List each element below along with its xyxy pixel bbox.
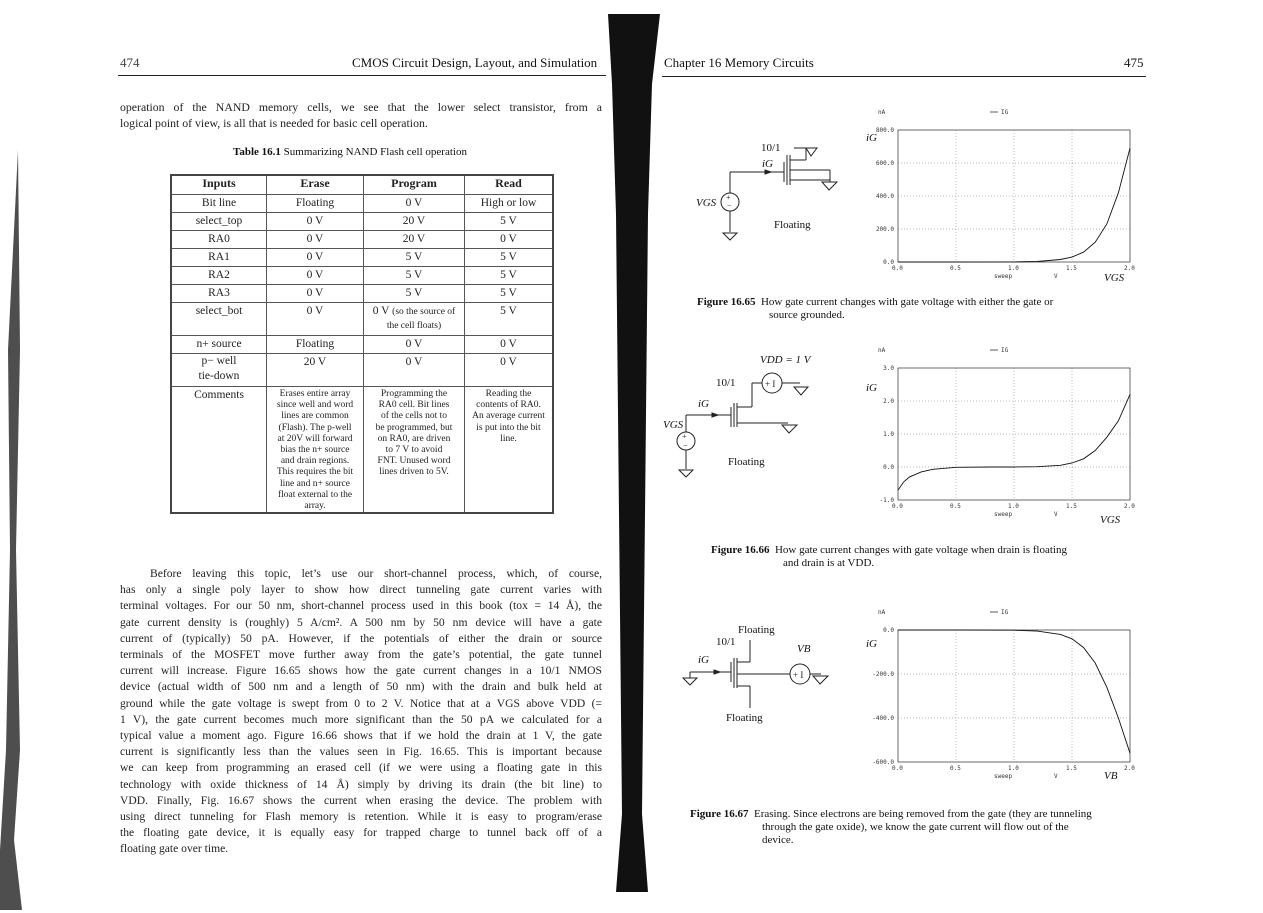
text-line: floating gate over time.: [120, 842, 229, 856]
plot-unit-label: nA: [878, 109, 886, 116]
table-cell: 0 V: [465, 336, 554, 354]
comment-line: This requires the bit: [276, 467, 354, 478]
comment-line: contents of RA0.: [476, 400, 541, 411]
x-tick-label: 2.0: [1124, 265, 1135, 272]
table-cell: select_top: [171, 213, 267, 231]
text-line: operation of the NAND memory cells, we see that the lower select transistor, from a: [120, 100, 602, 114]
comment-line: An average current: [472, 411, 545, 422]
fig66-x-axis-label: VGS: [1100, 514, 1121, 526]
table-cell-line: p− well: [201, 355, 237, 367]
fig66-caption: [711, 544, 1131, 570]
table-caption-text: Summarizing NAND Flash cell operation: [283, 146, 467, 158]
y-tick-label: 200.0: [875, 226, 894, 233]
table-cell: 5 V: [364, 249, 465, 267]
text-line: gate current density is (roughly) 5 A/cm². A 500 nm by 50 nm device will have a gate: [120, 615, 602, 629]
y-tick-label: 3.0: [883, 365, 894, 372]
fig67-ratio-label: 10/1: [716, 636, 736, 648]
fig65-caption-line: source grounded.: [769, 309, 845, 321]
legend-entry: IG: [1001, 109, 1009, 116]
fig67-caption-line: through the gate oxide), we know the gate current will flow out of the: [762, 821, 1069, 833]
comment-cell-erase: [267, 387, 364, 514]
table-cell: 5 V: [465, 285, 554, 303]
table-row: [171, 267, 553, 285]
x-axis-title: sweep: [994, 511, 1013, 518]
fig65-ratio-label: 10/1: [761, 142, 781, 154]
fig65-x-axis-label: VGS: [1104, 272, 1125, 284]
nand-flash-table: [170, 174, 554, 514]
comment-line: lines driven to 5V.: [379, 467, 449, 478]
table-cell: select_bot: [171, 303, 267, 336]
fig67-x-axis-label: VB: [1104, 770, 1118, 782]
x-tick-label: 1.5: [1066, 765, 1077, 772]
svg-text:+: +: [726, 193, 731, 202]
table-cell: High or low: [465, 195, 554, 213]
table-cell: 0 V: [364, 195, 465, 213]
table-cell: 0 V: [267, 285, 364, 303]
x-tick-label: 0.5: [950, 765, 961, 772]
comment-line: RA0 cell. Bit lines: [378, 400, 450, 411]
table-cell: 0 V: [267, 213, 364, 231]
text-line: using direct tunneling for Flash memory is retention. While it is easy to program/erase: [120, 810, 602, 824]
y-tick-label: -200.0: [872, 671, 894, 678]
table-row: [171, 303, 553, 336]
fig65-source-label: VGS: [696, 197, 717, 209]
fig67-current-label: iG: [698, 654, 709, 666]
table-cell-note: (so the source of the cell floats): [386, 307, 456, 331]
text-line: current will increase. Figure 16.65 shows how the gate current changes in a 10/1 NMOS: [120, 664, 602, 678]
fig67-circuit: [676, 630, 836, 720]
fig67-caption-line: device.: [762, 834, 794, 846]
text-line: ground while the gate voltage is swept from 0 to 2 V. Notice that at a VGS above VDD (=: [120, 696, 602, 710]
text-line: typical value a moment ago. Figure 16.66 shows that if we hold the drain at 1 V, the gate: [120, 729, 602, 743]
text-line: current of (typically) 50 pA. However, if the potentials of either the drain or source: [120, 631, 602, 645]
fig66-ratio-label: 10/1: [716, 377, 736, 389]
svg-text:−: −: [683, 441, 688, 450]
body-paragraph: [120, 566, 602, 858]
fig66-caption-line: and drain is at VDD.: [783, 557, 875, 569]
text-line: device (actual width of 500 nm and a length of 50 nm) with the drain and bulk held at: [120, 680, 602, 694]
x-tick-label: 0.0: [892, 503, 903, 510]
comment-line: since well and word: [276, 400, 354, 411]
x-axis-unit: V: [1054, 773, 1058, 780]
x-tick-label: 2.0: [1124, 765, 1135, 772]
text-line: logical point of view, is all that is needed for basic cell operation.: [120, 116, 428, 131]
svg-text:+ I: + I: [765, 379, 776, 389]
text-line: terminal voltages. For our 50 nm, short-channel process used in this book (tox = 14 Å), the: [120, 599, 602, 613]
table-cell: RA3: [171, 285, 267, 303]
table-row: [171, 213, 553, 231]
right-running-head: Chapter 16 Memory Circuits: [664, 55, 814, 70]
table-cell: RA2: [171, 267, 267, 285]
comment-line: lines are common: [281, 411, 349, 422]
table-cell: 20 V: [267, 354, 364, 387]
table-cell: Comments: [171, 387, 267, 514]
table-cell: RA1: [171, 249, 267, 267]
comment-line: Erases entire array: [279, 389, 351, 399]
y-tick-label: 0.0: [883, 259, 894, 266]
table-cell: [171, 354, 267, 387]
y-tick-label: 400.0: [875, 193, 894, 200]
x-tick-label: 1.0: [1008, 265, 1019, 272]
x-axis-unit: V: [1054, 511, 1058, 518]
text-line: the floating gate device, it is equally easy for trapped charge to tunnel back off of a: [120, 826, 602, 840]
fig66-y-axis-label: iG: [866, 382, 877, 394]
fig67-floating-bottom-label: Floating: [726, 712, 763, 724]
fig66-supply-label: VDD = 1 V: [760, 354, 811, 366]
fig67-caption-label: Figure 16.67: [690, 808, 749, 820]
right-header-rule: [662, 76, 1146, 77]
table-row: [171, 195, 553, 213]
table-row: [171, 387, 553, 514]
y-tick-label: 0.0: [883, 627, 894, 634]
text-line: VDD. Finally, Fig. 16.67 shows the current when erasing the device. The problem with: [120, 793, 602, 807]
table-cell: 5 V: [465, 267, 554, 285]
y-tick-label: 1.0: [883, 431, 894, 438]
table-row: [171, 249, 553, 267]
comment-line: and drain regions.: [280, 456, 350, 467]
book-spine-shadow: [608, 14, 660, 892]
table-header: Read: [465, 175, 554, 195]
table-row: [171, 336, 553, 354]
table-row: [171, 231, 553, 249]
comment-line: float external to the: [277, 489, 353, 500]
x-tick-label: 0.0: [892, 265, 903, 272]
fig66-floating-label: Floating: [728, 456, 765, 468]
x-tick-label: 1.0: [1008, 765, 1019, 772]
y-tick-label: 600.0: [875, 160, 894, 167]
x-tick-label: 1.0: [1008, 503, 1019, 510]
fig67-floating-top-label: Floating: [738, 624, 775, 636]
y-tick-label: -400.0: [872, 715, 894, 722]
y-tick-label: -1.0: [879, 497, 894, 504]
comment-line: Reading the: [485, 389, 532, 399]
svg-text:+ I: + I: [793, 670, 804, 680]
fig67-caption-line: Erasing. Since electrons are being removed from the gate (they are tunneling: [753, 808, 1092, 820]
x-tick-label: 0.0: [892, 765, 903, 772]
left-header-rule: [118, 75, 606, 76]
table-cell: 5 V: [364, 267, 465, 285]
left-running-head: CMOS Circuit Design, Layout, and Simulation: [352, 55, 598, 70]
intro-paragraph: [120, 99, 602, 131]
table-cell: RA0: [171, 231, 267, 249]
x-axis-title: sweep: [994, 273, 1013, 280]
fig66-caption-line: How gate current changes with gate voltage when drain is floating: [774, 544, 1067, 556]
fig66-current-label: iG: [698, 398, 709, 410]
table-cell: 0 V: [364, 354, 465, 387]
fig67-caption: [690, 808, 1140, 847]
x-tick-label: 0.5: [950, 265, 961, 272]
x-tick-label: 1.5: [1066, 265, 1077, 272]
table-cell: [364, 303, 465, 336]
table-cell: 0 V: [364, 336, 465, 354]
comment-line: line and n+ source: [280, 478, 350, 489]
x-tick-label: 1.5: [1066, 503, 1077, 510]
table-caption: [233, 146, 467, 159]
fig65-plot: [860, 104, 1140, 289]
fig65-caption-label: Figure 16.65: [697, 296, 756, 308]
comment-line: at 20V will forward: [277, 433, 353, 444]
fig65-caption: [697, 296, 1137, 322]
fig65-caption-line: How gate current changes with gate voltage with either the gate or: [760, 296, 1054, 308]
fig67-y-axis-label: iG: [866, 638, 877, 650]
table-row: [171, 285, 553, 303]
y-tick-label: 800.0: [875, 127, 894, 134]
right-page-number: 475: [1124, 55, 1144, 70]
fig66-plot: [860, 342, 1140, 527]
comment-cell-read: [465, 387, 554, 514]
series-line-ig: [898, 394, 1130, 490]
text-line: has only a single poly layer to show how direct tunneling gate current varies with: [120, 583, 602, 597]
comment-cell-program: [364, 387, 465, 514]
table-cell: Bit line: [171, 195, 267, 213]
plot-unit-label: nA: [878, 609, 886, 616]
comment-line: is put into the bit: [476, 422, 541, 433]
text-line: technology with oxide thickness of 14 Å) simply by driving its drain (the bit line) to: [120, 777, 602, 791]
table-cell: 20 V: [364, 231, 465, 249]
fig67-source-label: VB: [797, 643, 811, 655]
page-edge-shadow: [0, 150, 22, 910]
text-line: Before leaving this topic, let’s use our short-channel process, which, of course,: [150, 567, 602, 580]
table-cell: 0 V: [267, 303, 364, 336]
fig65-y-axis-label: iG: [866, 132, 877, 144]
left-page-number: 474: [120, 55, 140, 70]
legend-entry: IG: [1001, 347, 1009, 354]
table-cell: 5 V: [465, 213, 554, 231]
text-line: 1 V), the gate current becomes much more significant than the 50 pA we calculated for a: [120, 712, 602, 726]
table-cell: n+ source: [171, 336, 267, 354]
fig65-current-label: iG: [762, 158, 773, 170]
table-cell: 0 V: [465, 354, 554, 387]
legend-entry: IG: [1001, 609, 1009, 616]
comment-line: of the cells not to: [381, 411, 447, 422]
text-line: we can keep from programming an erased cell (if we were using a floating gate in this: [120, 761, 602, 775]
comment-line: (Flash). The p-well: [278, 422, 352, 433]
comment-line: to 7 V to avoid: [385, 445, 443, 456]
table-cell: 0 V: [267, 267, 364, 285]
table-header-row: [171, 175, 553, 195]
table-cell: Floating: [267, 195, 364, 213]
table-cell-line: tie-down: [198, 370, 240, 382]
comment-line: line.: [500, 433, 517, 444]
x-axis-unit: V: [1054, 273, 1058, 280]
table-caption-label: Table 16.1: [233, 146, 281, 158]
comment-line: bias the n+ source: [280, 445, 350, 456]
comment-line: array.: [304, 501, 326, 512]
y-tick-label: 2.0: [883, 398, 894, 405]
table-cell: 5 V: [465, 249, 554, 267]
table-cell: 0 V: [267, 249, 364, 267]
text-line: terminals of the MOSFET move further away from the gate’s potential, the gate tunnel: [120, 648, 602, 662]
comment-line: on RA0, are driven: [377, 433, 451, 444]
table-cell: 20 V: [364, 213, 465, 231]
plot-unit-label: nA: [878, 347, 886, 354]
table-header: Program: [364, 175, 465, 195]
table-cell: 0 V: [465, 231, 554, 249]
x-axis-title: sweep: [994, 773, 1013, 780]
table-header: Inputs: [171, 175, 267, 195]
comment-line: Programming the: [380, 389, 448, 399]
table-cell: Floating: [267, 336, 364, 354]
x-tick-label: 2.0: [1124, 503, 1135, 510]
table-cell: 5 V: [364, 285, 465, 303]
y-tick-label: -600.0: [872, 759, 894, 766]
comment-line: be programmed, but: [375, 422, 453, 433]
comment-line: FNT. Unused word: [377, 456, 451, 467]
fig66-caption-label: Figure 16.66: [711, 544, 770, 556]
svg-text:−: −: [727, 201, 732, 210]
y-tick-label: 0.0: [883, 464, 894, 471]
table-row: [171, 354, 553, 387]
x-tick-label: 0.5: [950, 503, 961, 510]
fig65-floating-label: Floating: [774, 219, 811, 231]
svg-text:+: +: [682, 432, 687, 441]
table-cell: 5 V: [465, 303, 554, 336]
table-cell: 0 V: [267, 231, 364, 249]
text-line: current is significantly less than the values seen in Fig. 16.65. This is important because: [120, 745, 602, 759]
table-header: Erase: [267, 175, 364, 195]
fig66-source-label: VGS: [663, 419, 684, 431]
fig67-plot: [860, 604, 1140, 789]
table-cell-main: 0 V: [372, 305, 390, 317]
fig65-circuit: [680, 140, 850, 250]
